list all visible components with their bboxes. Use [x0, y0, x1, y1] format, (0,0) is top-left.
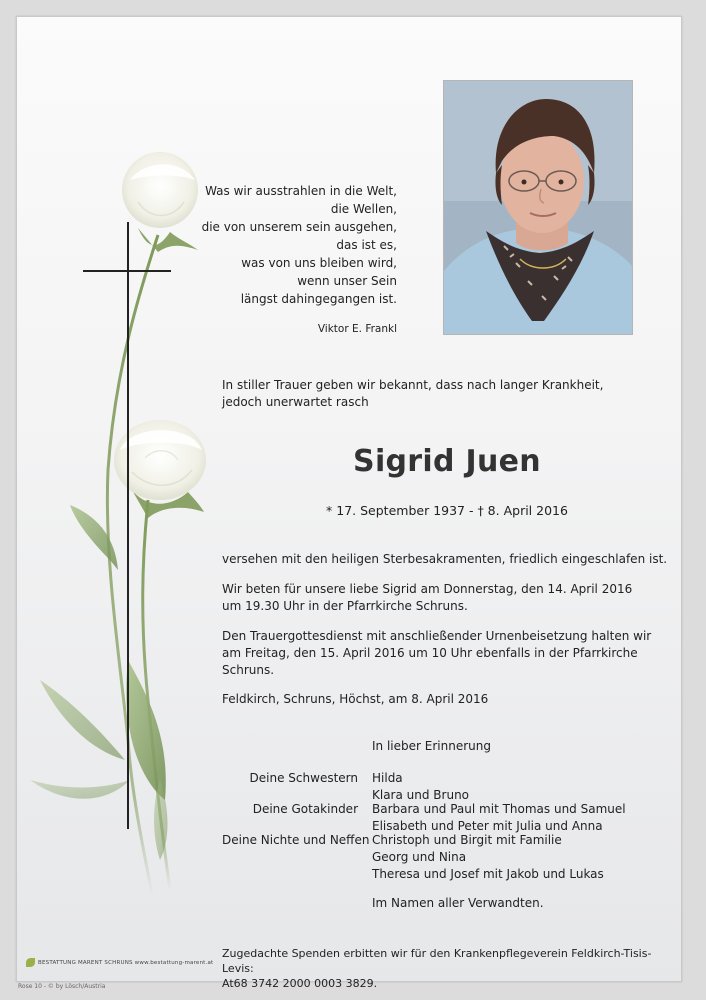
life-dates: * 17. September 1937 - † 8. April 2016	[326, 503, 568, 518]
portrait-illustration	[444, 81, 632, 334]
sepal	[138, 228, 198, 252]
cross-vertical	[127, 222, 129, 829]
prayer-text	[222, 581, 672, 615]
relatives-label-sisters: Deine Schwestern	[249, 771, 358, 785]
funeral-home-footer	[26, 958, 213, 967]
donation-line: Zugedachte Spenden erbitten wir für den Krankenpflegeverein Feldkirch-Tisis-Levis:	[222, 947, 652, 975]
prayer-line: um 19.30 Uhr in der Pfarrkirche Schruns.	[222, 599, 468, 613]
poem-line: die von unserem sein ausgehen,	[201, 220, 397, 234]
portrait-photo	[443, 80, 633, 335]
relatives-names-godchildren	[372, 801, 672, 835]
cross-horizontal	[83, 270, 171, 272]
poem-line: die Wellen,	[330, 202, 397, 216]
leaf	[40, 680, 125, 760]
relatives-names-sisters	[372, 770, 672, 804]
leaf	[70, 505, 118, 570]
deceased-name: Sigrid Juen	[353, 444, 541, 479]
announcement-intro: In stiller Trauer geben wir bekannt, dass nach langer Krankheit, jedoch unerwartet rasch	[222, 378, 604, 409]
donation-iban: At68 3742 2000 0003 3829.	[222, 977, 378, 990]
place-and-date: Feldkirch, Schruns, Höchst, am 8. April 2016	[222, 692, 489, 706]
poem	[190, 182, 397, 308]
service-text	[222, 628, 672, 679]
poem-author: Viktor E. Frankl	[317, 323, 397, 335]
relative-name: Theresa und Josef mit Jakob und Lukas	[372, 867, 604, 881]
copyright-text: Rose 10 - © by Lösch/Austria	[18, 983, 106, 990]
donation-note	[222, 946, 672, 991]
poem-line: längst dahingegangen ist.	[240, 292, 397, 306]
relatives-names-niece-nephews	[372, 832, 672, 883]
relative-name: Barbara und Paul mit Thomas und Samuel	[372, 802, 626, 816]
poem-line: was von uns bleiben wird,	[241, 256, 397, 270]
relative-name: Klara und Bruno	[372, 788, 470, 802]
relatives-label-niece-nephews: Deine Nichte und Neffen	[222, 833, 370, 847]
closing-text: Im Namen aller Verwandten.	[372, 896, 544, 910]
relative-name: Hilda	[372, 771, 403, 785]
poem-line: Was wir ausstrahlen in die Welt,	[205, 184, 397, 198]
leaf-logo-icon	[26, 958, 35, 967]
leaf	[30, 780, 130, 799]
relative-name: Georg und Nina	[372, 850, 467, 864]
memory-title: In lieber Erinnerung	[372, 739, 491, 753]
relatives-label-godchildren: Deine Gotakinder	[252, 802, 358, 816]
sacraments-text: versehen mit den heiligen Sterbesakramenten, friedlich eingeschlafen ist.	[222, 552, 668, 566]
service-line: Den Trauergottesdienst mit anschließender Urnenbeisetzung halten wir	[222, 629, 652, 643]
funeral-home-text: BESTATTUNG MARENT SCHRUNS www.bestattung-marent.at	[38, 960, 214, 966]
poem-line: das ist es,	[336, 238, 397, 252]
relative-name: Christoph und Birgit mit Familie	[372, 833, 562, 847]
service-line: am Freitag, den 15. April 2016 um 10 Uhr ebenfalls in der Pfarrkirche Schruns.	[222, 646, 638, 677]
prayer-line: Wir beten für unsere liebe Sigrid am Donnerstag, den 14. April 2016	[222, 582, 633, 596]
relative-name: Elisabeth und Peter mit Julia und Anna	[372, 819, 603, 833]
poem-line: wenn unser Sein	[297, 274, 397, 288]
rose-bud-top	[122, 152, 198, 228]
